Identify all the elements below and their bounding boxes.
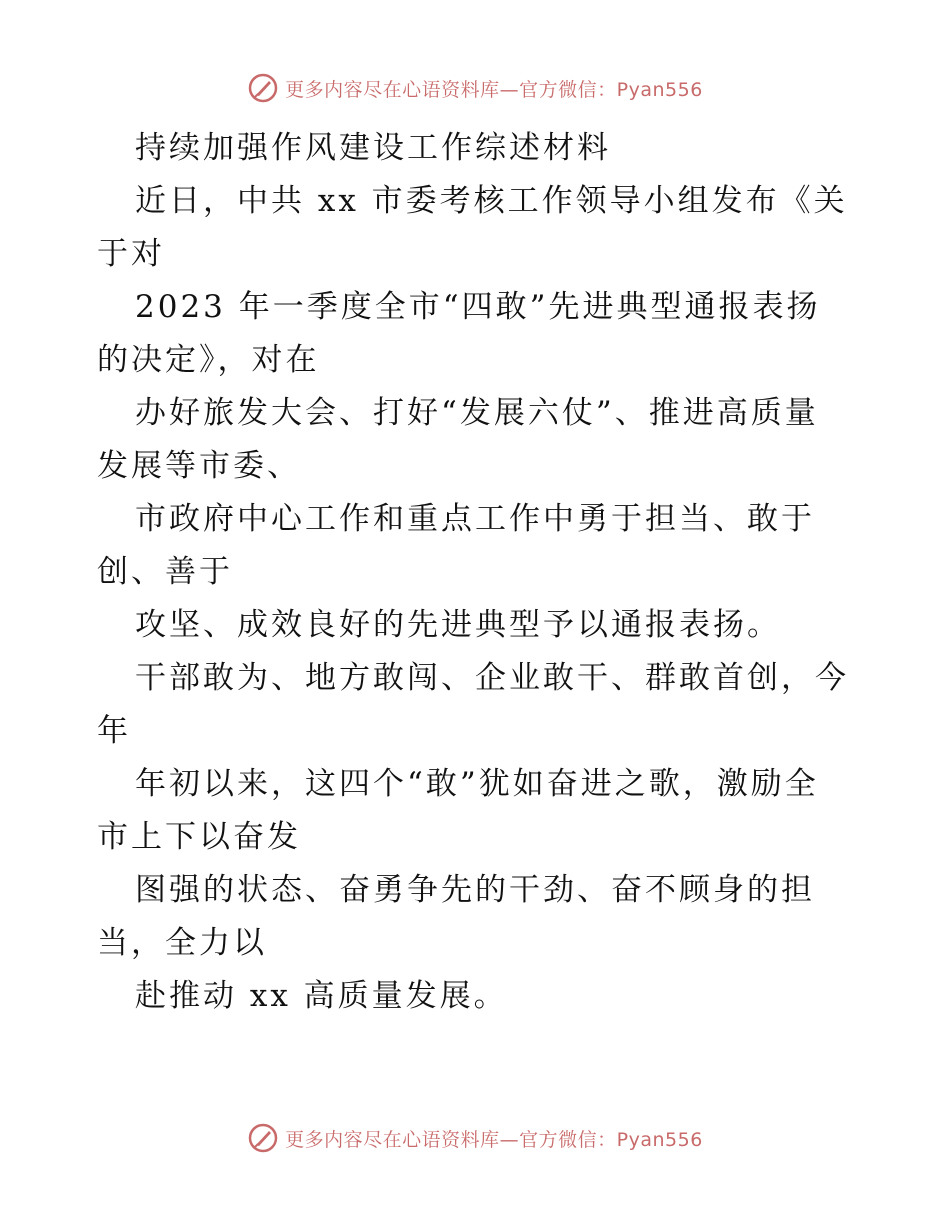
paragraph-line: 2023 年一季度全市“四敢”先进典型通报表扬 [135, 289, 821, 325]
paragraph-line: 干部敢为、地方敢闯、企业敢干、群敢首创，今 [135, 660, 849, 696]
paragraph-line: 的决定》，对在 [97, 342, 320, 378]
paragraph-line: 办好旅发大会、打好“发展六仗”、推进高质量 [135, 395, 819, 431]
paragraph-line: 近日，中共 xx 市委考核工作领导小组发布《关 [135, 183, 848, 219]
paragraph-line: 图强的状态、奋勇争先的干劲、奋不顾身的担 [135, 872, 815, 908]
paragraph-line: 当，全力以 [97, 925, 267, 961]
watermark-text: 更多内容尽在心语资料库—官方微信：Pyan556 [285, 1128, 703, 1151]
footer-watermark [0, 1122, 950, 1154]
feather-pen-logo-icon [247, 72, 279, 104]
feather-pen-logo-icon [247, 1122, 279, 1154]
paragraph-line: 市政府中心工作和重点工作中勇于担当、敢于 [135, 501, 815, 537]
document-body [97, 122, 857, 1023]
header-watermark [0, 72, 950, 104]
paragraph-line: 年 [97, 713, 131, 749]
paragraph-line: 于对 [97, 236, 165, 272]
watermark-text: 更多内容尽在心语资料库—官方微信：Pyan556 [285, 78, 703, 101]
document-title: 持续加强作风建设工作综述材料 [135, 130, 611, 166]
paragraph-line: 市上下以奋发 [97, 819, 301, 855]
paragraph-line: 创、善于 [97, 554, 233, 590]
paragraph-line: 攻坚、成效良好的先进典型予以通报表扬。 [135, 607, 781, 643]
paragraph-line: 赴推动 xx 高质量发展。 [135, 978, 508, 1014]
paragraph-line: 发展等市委、 [97, 448, 301, 484]
paragraph-line: 年初以来，这四个“敢”犹如奋进之歌，激励全 [135, 766, 819, 802]
